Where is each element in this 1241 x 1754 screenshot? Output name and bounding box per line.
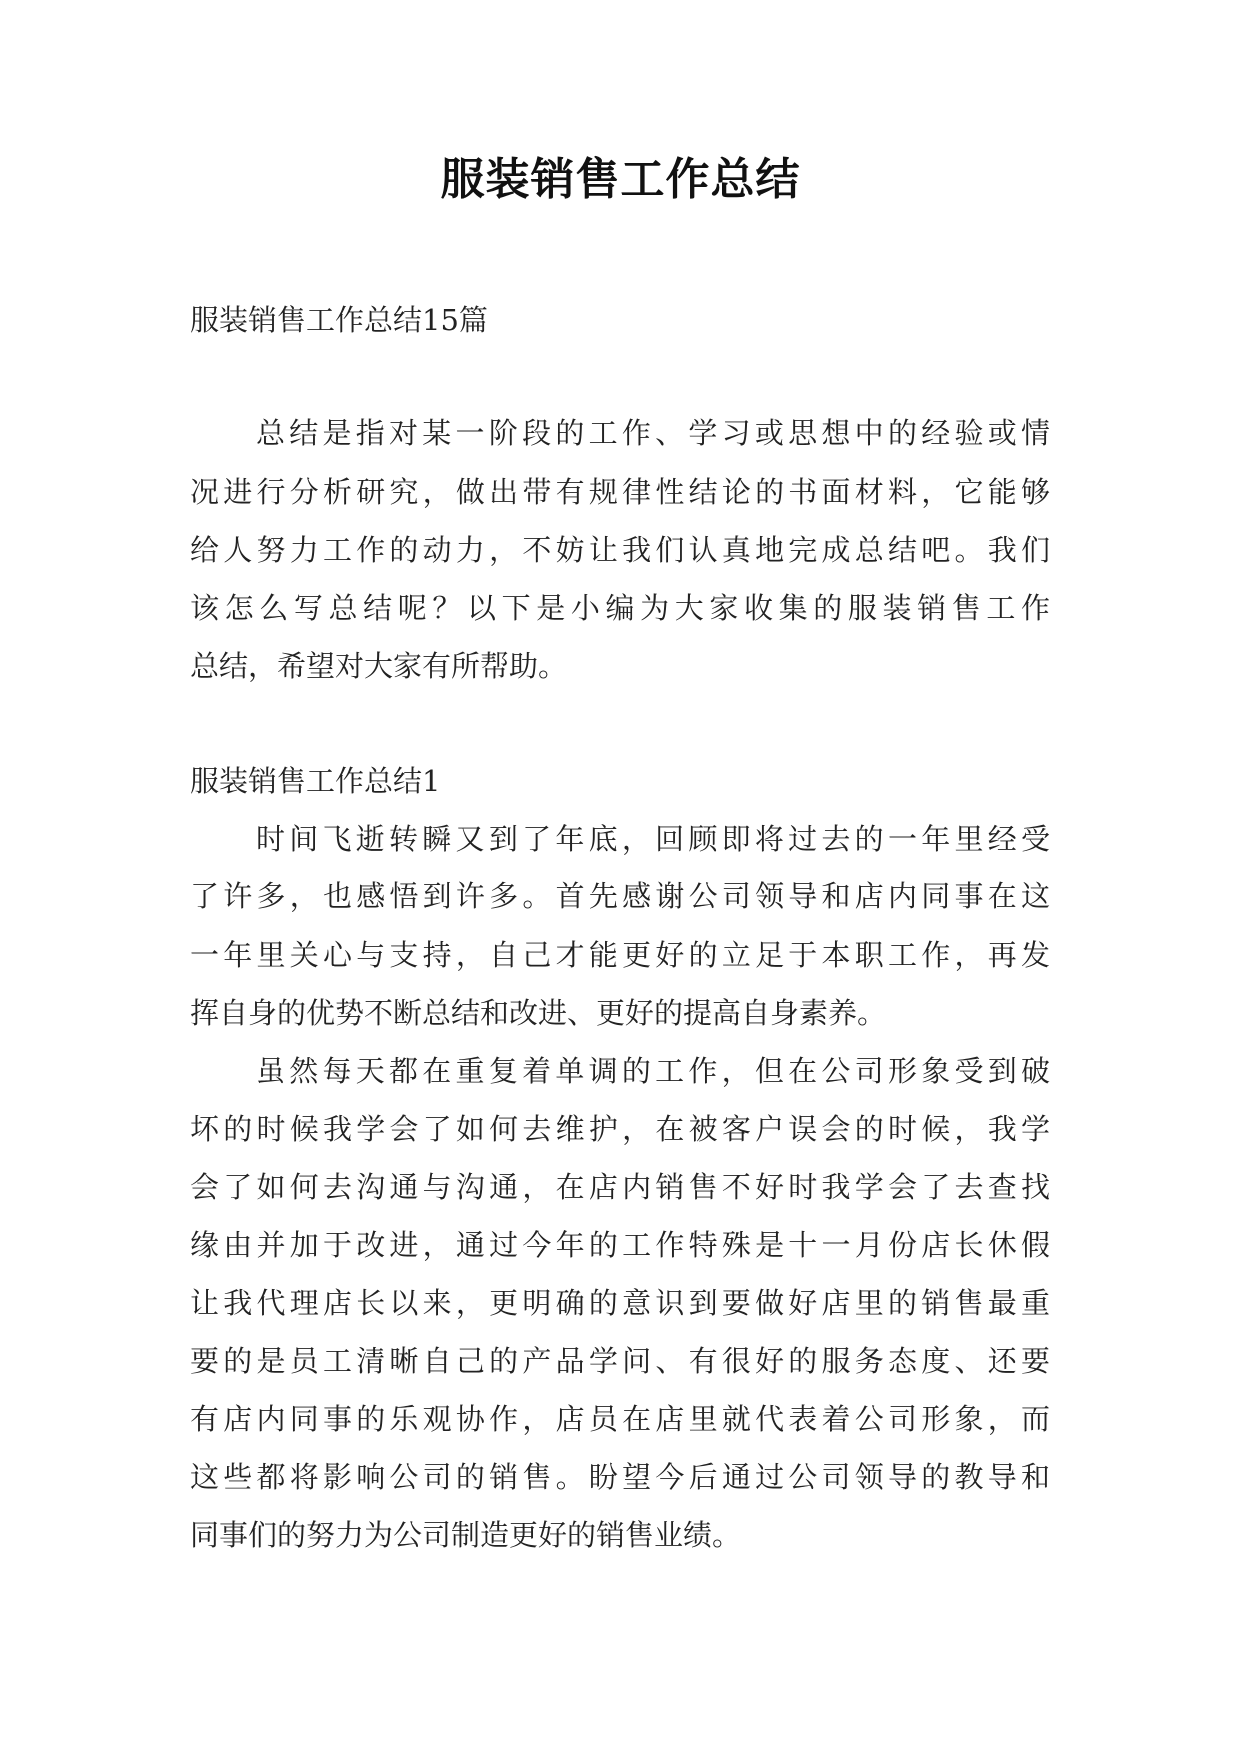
intro-line: 该怎么写总结呢？以下是小编为大家收集的服装销售工作 [190,591,1050,625]
paragraph-line: 了许多，也感悟到许多。首先感谢公司领导和店内同事在这 [190,879,1050,913]
intro-line: 总结，希望对大家有所帮助。 [190,649,568,683]
paragraph-line: 会了如何去沟通与沟通，在店内销售不好时我学会了去查找 [190,1170,1050,1204]
paragraph-line: 一年里关心与支持，自己才能更好的立足于本职工作，再发 [190,938,1050,972]
document-subtitle: 服装销售工作总结15篇 [190,303,488,337]
paragraph-line: 有店内同事的乐观协作，店员在店里就代表着公司形象，而 [190,1402,1050,1436]
paragraph-line: 坏的时候我学会了如何去维护，在被客户误会的时候，我学 [190,1112,1050,1146]
intro-line: 给人努力工作的动力，不妨让我们认真地完成总结吧。我们 [190,533,1050,567]
paragraph-line: 虽然每天都在重复着单调的工作，但在公司形象受到破 [256,1054,1050,1088]
intro-line: 况进行分析研究，做出带有规律性结论的书面材料，它能够 [190,475,1050,509]
paragraph-line: 挥自身的优势不断总结和改进、更好的提高自身素养。 [190,996,887,1030]
intro-line: 总结是指对某一阶段的工作、学习或思想中的经验或情 [256,416,1050,450]
paragraph-line: 缘由并加于改进，通过今年的工作特殊是十一月份店长休假 [190,1228,1050,1262]
paragraph-line: 让我代理店长以来，更明确的意识到要做好店里的销售最重 [190,1286,1050,1320]
paragraph-line: 这些都将影响公司的销售。盼望今后通过公司领导的教导和 [190,1460,1050,1494]
section-heading: 服装销售工作总结1 [190,764,441,798]
paragraph-line: 时间飞逝转瞬又到了年底，回顾即将过去的一年里经受 [256,822,1050,856]
paragraph-line: 要的是员工清晰自己的产品学问、有很好的服务态度、还要 [190,1344,1050,1378]
document-title: 服装销售工作总结 [440,154,801,205]
paragraph-line: 同事们的努力为公司制造更好的销售业绩。 [190,1518,742,1552]
